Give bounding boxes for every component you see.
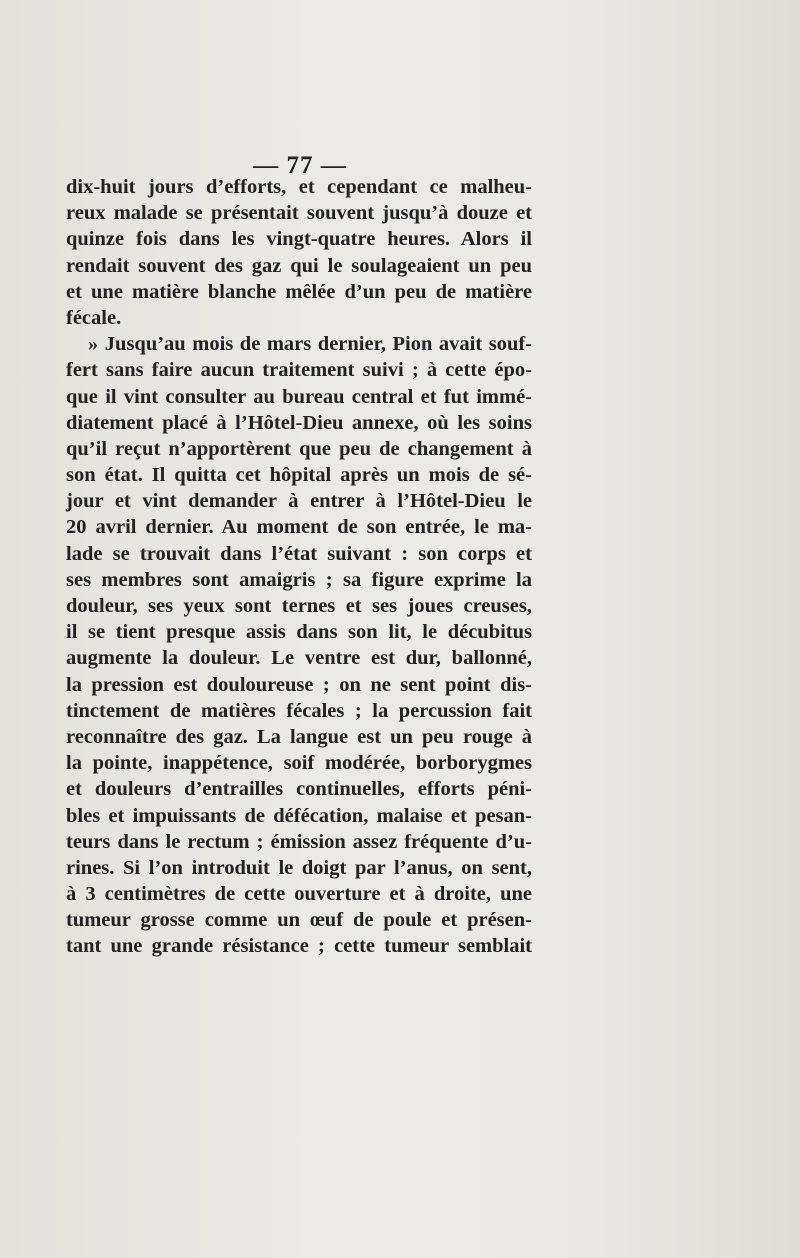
text-line: diatement placé à l’Hôtel-Dieu annexe, où les soins xyxy=(66,411,532,434)
body-text xyxy=(66,174,532,960)
page-number: — 77 — xyxy=(253,152,347,179)
text-line: rines. Si l’on introduit le doigt par l’anus, on sent, xyxy=(66,856,532,879)
text-line: tumeur grosse comme un œuf de poule et présen- xyxy=(66,909,532,932)
text-line: augmente la douleur. Le ventre est dur, ballonné, xyxy=(66,647,532,670)
text-line: lade se trouvait dans l’état suivant : son corps et xyxy=(66,542,532,565)
text-line: teurs dans le rectum ; émission assez fréquente d’u- xyxy=(66,830,532,853)
text-line: et douleurs d’entrailles continuelles, efforts péni- xyxy=(66,778,532,801)
text-line: reconnaître des gaz. La langue est un peu rouge à xyxy=(66,725,532,748)
text-line: jour et vint demander à entrer à l’Hôtel-Dieu le xyxy=(66,490,532,513)
text-line: ses membres sont amaigris ; sa figure exprime la xyxy=(66,568,532,591)
text-line: il se tient presque assis dans son lit, le décubitus xyxy=(66,621,532,644)
text-line: dix-huit jours d’efforts, et cependant ce malheu- xyxy=(66,176,532,198)
text-line: la pointe, inappétence, soif modérée, borborygmes xyxy=(66,752,532,775)
text-line: qu’il reçut n’apportèrent que peu de changement à xyxy=(66,437,532,460)
text-line: douleur, ses yeux sont ternes et ses joues creuses, xyxy=(66,595,532,617)
text-line: son état. Il quitta cet hôpital après un mois de sé- xyxy=(66,464,532,487)
text-line: 20 avril dernier. Au moment de son entrée, le ma- xyxy=(66,516,532,539)
text-line: » Jusqu’au mois de mars dernier, Pion avait souf- xyxy=(88,333,532,356)
text-line: à 3 centimètres de cette ouverture et à droite, une xyxy=(66,883,532,906)
text-line: reux malade se présentait souvent jusqu’à douze et xyxy=(66,202,532,225)
text-line: rendait souvent des gaz qui le soulageaient un peu xyxy=(66,254,532,277)
text-line: fert sans faire aucun traitement suivi ; à cette épo- xyxy=(66,359,532,382)
text-line: la pression est douloureuse ; on ne sent point dis- xyxy=(66,673,532,696)
text-line: tant une grande résistance ; cette tumeur semblait xyxy=(66,935,532,958)
text-line: et une matière blanche mêlée d’un peu de matière xyxy=(66,280,532,303)
text-line: fécale. xyxy=(66,306,122,329)
text-line: que il vint consulter au bureau central et fut immé- xyxy=(66,385,532,408)
text-line: tinctement de matières fécales ; la percussion fait xyxy=(66,699,532,722)
text-line: bles et impuissants de défécation, malaise et pesan- xyxy=(66,804,532,827)
text-line: quinze fois dans les vingt-quatre heures. Alors il xyxy=(66,228,532,251)
